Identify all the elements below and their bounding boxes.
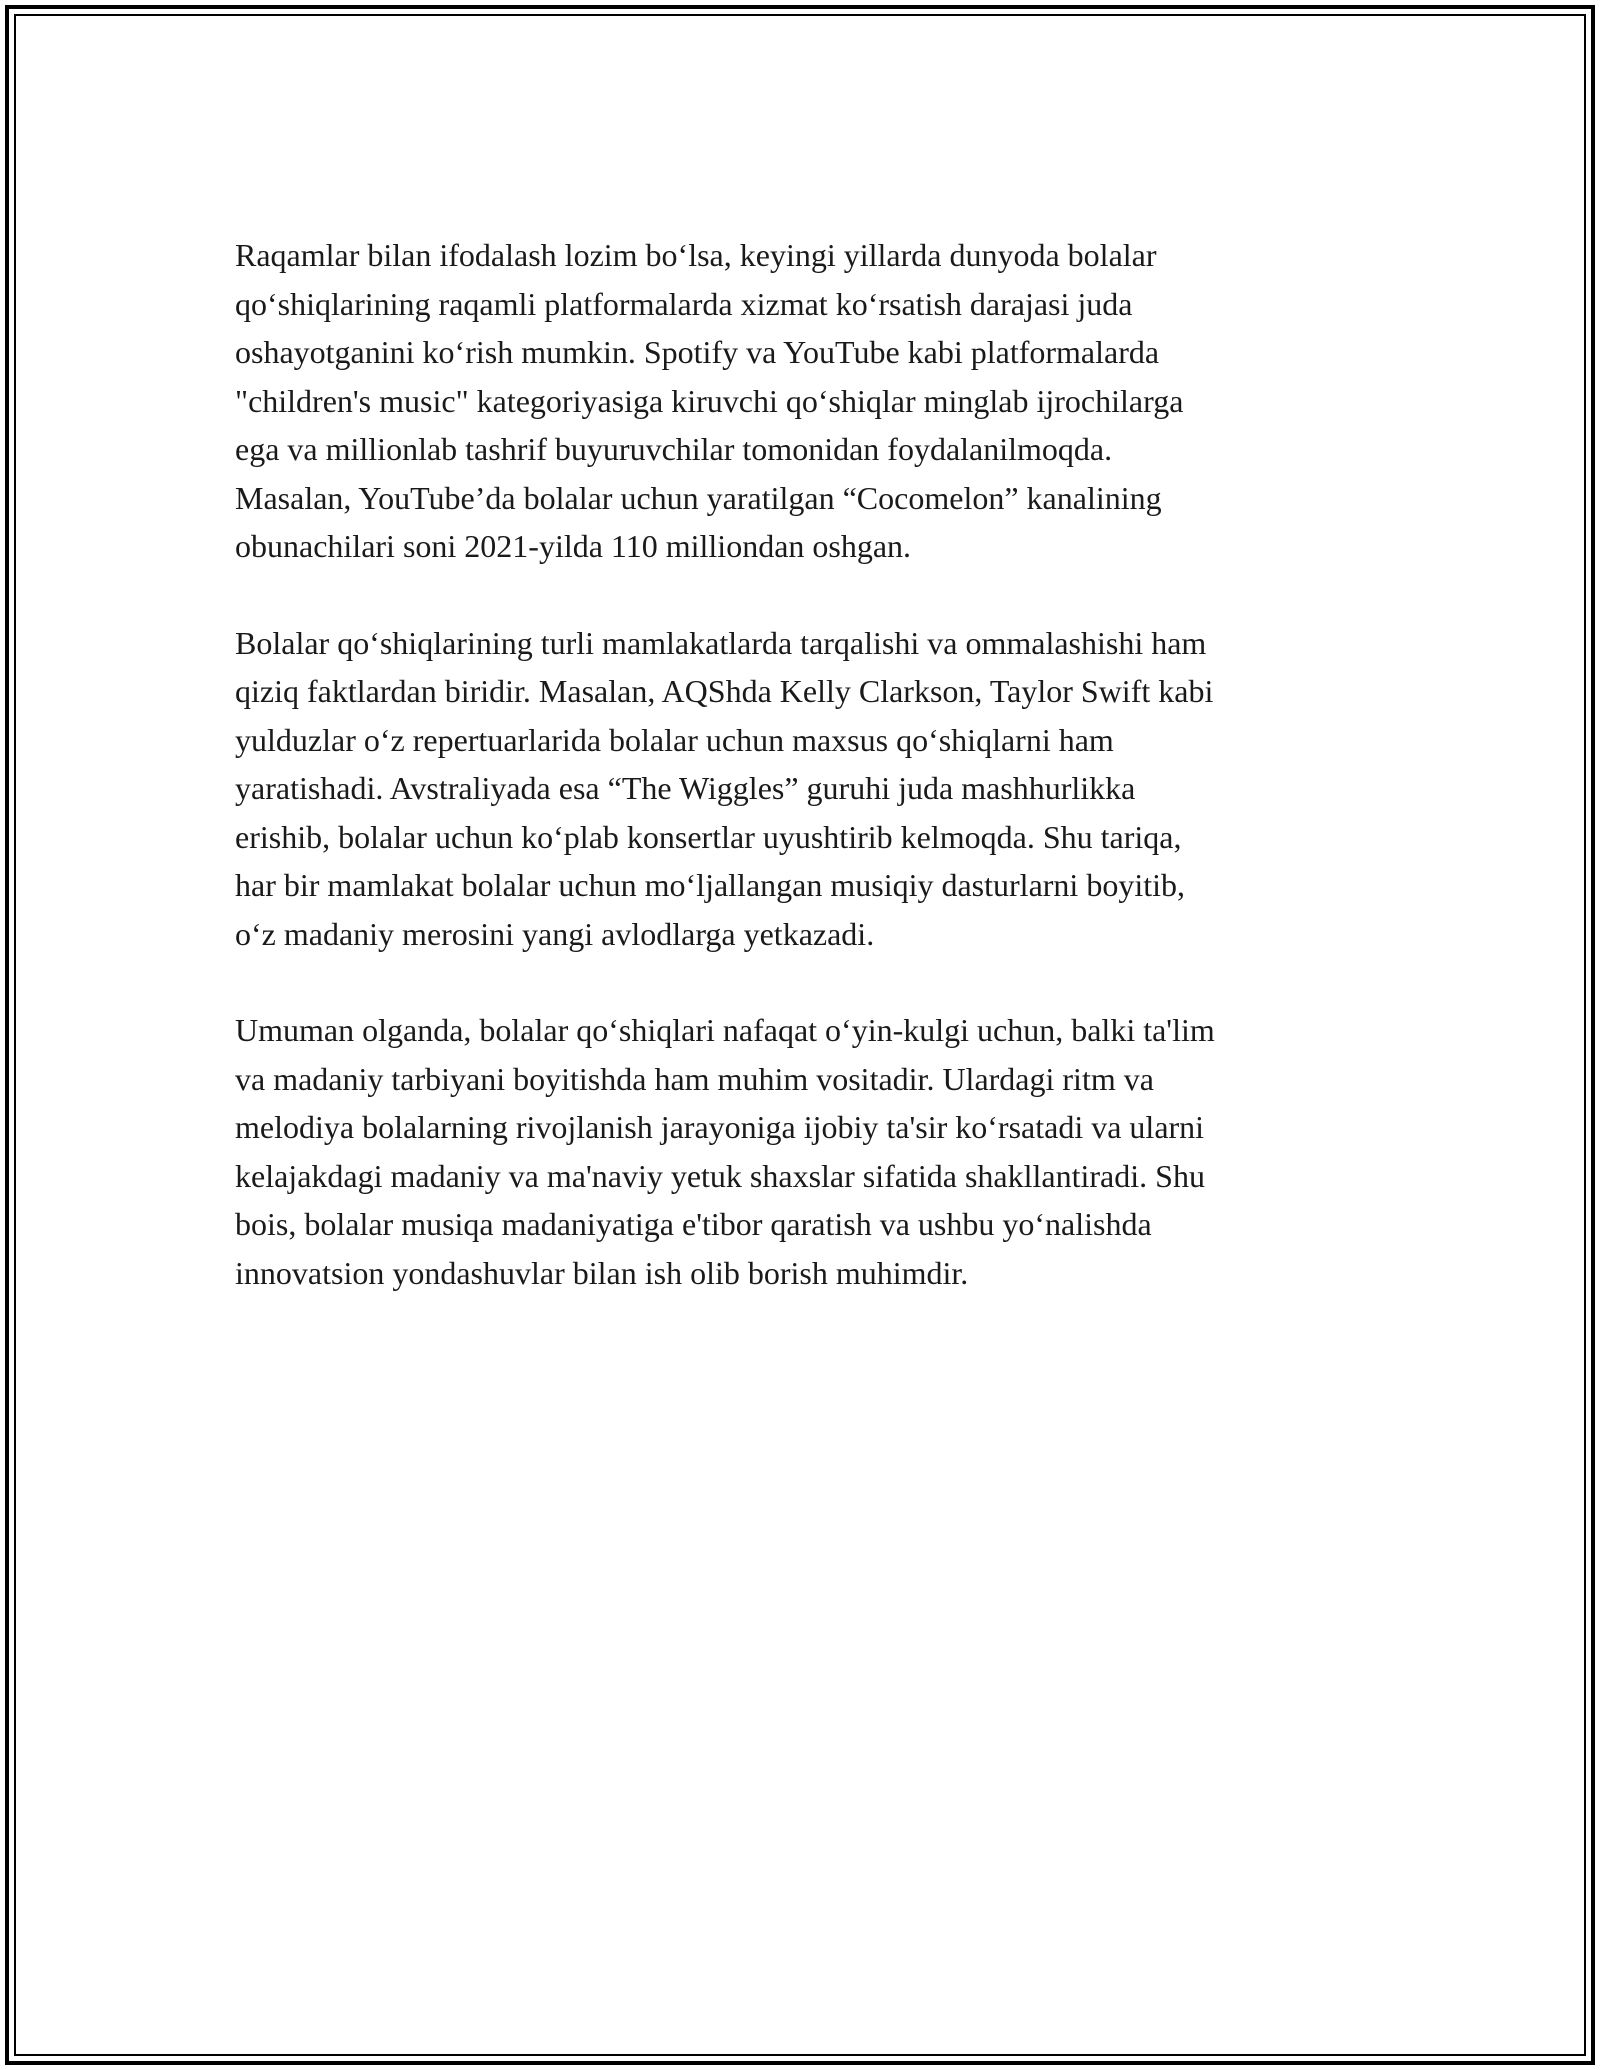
paragraph-countries-spread: Bolalar qo‘shiqlarining turli mamlakatlarda tarqalishi va ommalashishi ham qiziq faktlardan biridir. Masalan, AQShda Kelly Clarkson, Taylor Swift kabi yulduzlar o‘z repertuarlarida bolalar uchun maxsus qo‘shiqlarni ham yaratishadi. Avstraliyada esa “The Wiggles” guruhi juda mashhurlikka erishib, bolalar uchun ko‘plab konsertlar uyushtirib kelmoqda. Shu tariqa, har bir mamlakat bolalar uchun mo‘ljallangan musiqiy dasturlarni boyitib, o‘z madaniy merosini yangi avlodlarga yetkazadi.: [235, 624, 1214, 952]
paragraph-digital-platforms: Raqamlar bilan ifodalash lozim bo‘lsa, keyingi yillarda dunyoda bolalar qo‘shiqlarining raqamli platformalarda xizmat ko‘rsatish darajasi juda oshayotganini ko‘rish mumkin. Spotify va YouTube kabi platformalarda "children's music" kategoriyasiga kiruvchi qo‘shiqlar minglab ijrochilarga ega va millionlab tashrif buyuruvchilar tomonidan foydalanilmoqda. Masalan, YouTube’da bolalar uchun yaratilgan “Cocomelon” kanalining obunachilari soni 2021-yilda 110 milliondan oshgan.: [235, 237, 1184, 564]
paragraph-conclusion: Umuman olganda, bolalar qo‘shiqlari nafaqat o‘yin-kulgi uchun, balki ta'lim va madaniy tarbiyani boyitishda ham muhim vositadir. Ulardagi ritm va melodiya bolalarning rivojlanish jarayoniga ijobiy ta'sir ko‘rsatadi va ularni kelajakdagi madaniy va ma'naviy yetuk shaxslar sifatida shakllantiradi. Shu bois, bolalar musiqa madaniyatiga e'tibor qaratish va ushbu yo‘nalishda innovatsion yondashuvlar bilan ish olib borish muhimdir.: [235, 1012, 1215, 1291]
document-body: [235, 231, 1375, 1345]
